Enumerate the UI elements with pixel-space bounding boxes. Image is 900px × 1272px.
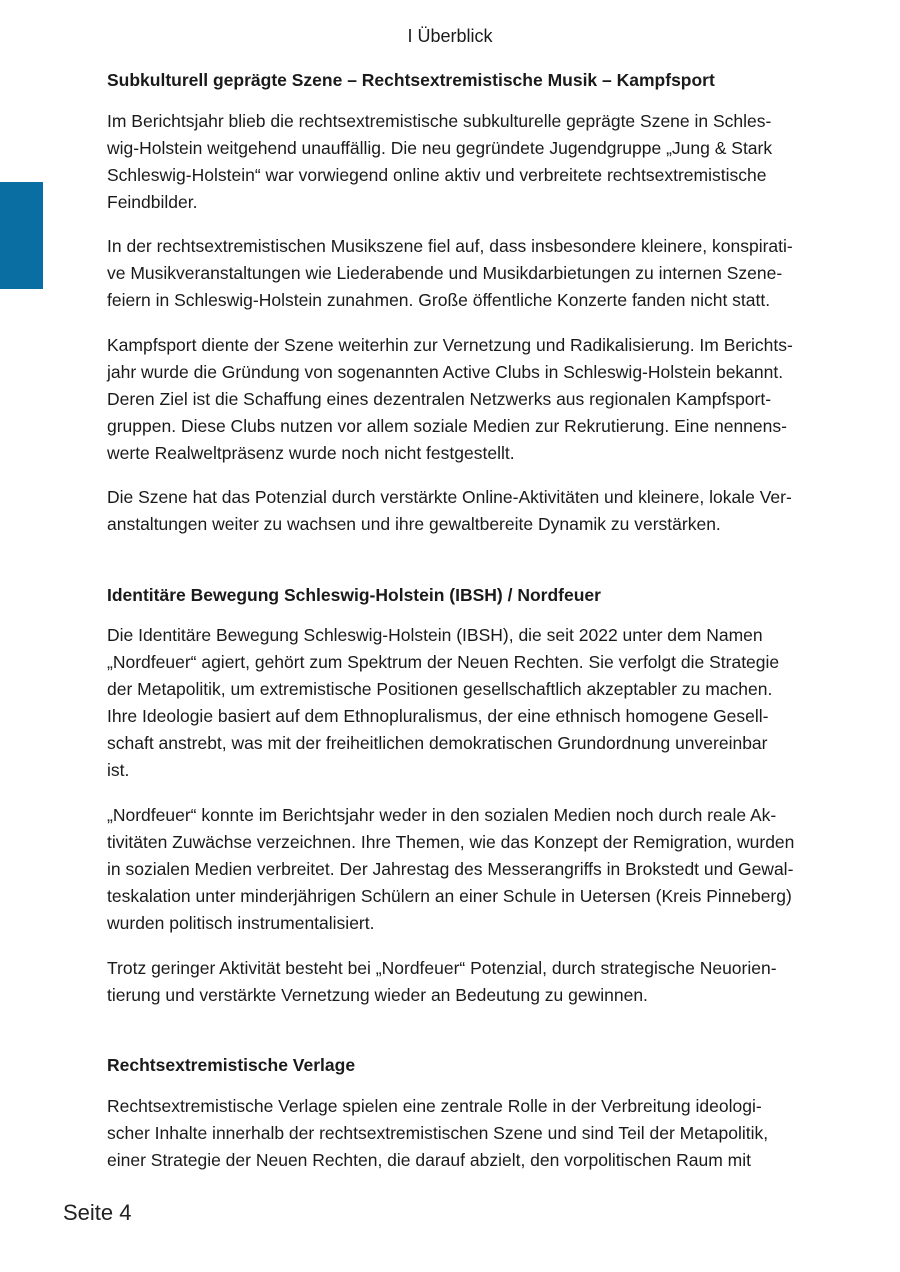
text-line: Deren Ziel ist die Schaffung eines dezentralen Netzwerks aus regionalen Kampfsport-: [107, 389, 772, 409]
text-line: der Metapolitik, um extremistische Positionen gesellschaftlich akzeptabler zu machen.: [107, 679, 773, 699]
text-line: feiern in Schleswig-Holstein zunahmen. Große öffentliche Konzerte fanden nicht statt.: [107, 290, 771, 310]
text-line: schaft anstrebt, was mit der freiheitlichen demokratischen Grundordnung unvereinbar: [107, 733, 768, 753]
text-line: Ihre Ideologie basiert auf dem Ethnopluralismus, der eine ethnisch homogene Gesell-: [107, 706, 769, 726]
text-line: gruppen. Diese Clubs nutzen vor allem soziale Medien zur Rekrutierung. Eine nennens-: [107, 416, 787, 436]
text-line: anstaltungen weiter zu wachsen und ihre gewaltbereite Dynamik zu verstärken.: [107, 514, 721, 534]
paragraph: [107, 484, 835, 538]
text-line: werte Realweltpräsenz wurde noch nicht festgestellt.: [107, 443, 515, 463]
page-number: Seite 4: [63, 1200, 132, 1225]
text-line: tierung und verstärkte Vernetzung wieder an Bedeutung zu gewinnen.: [107, 985, 648, 1005]
text-line: „Nordfeuer“ konnte im Berichtsjahr weder in den sozialen Medien noch durch reale Ak-: [107, 805, 777, 825]
paragraph: [107, 332, 835, 467]
paragraph: [107, 955, 835, 1009]
section-heading-verlage: Rechtsextremistische Verlage: [107, 1055, 356, 1075]
paragraph: [107, 622, 835, 784]
text-line: ve Musikveranstaltungen wie Liederabende und Musikdarbietungen zu internen Szene-: [107, 263, 783, 283]
text-line: teskalation unter minderjährigen Schülern an einer Schule in Uetersen (Kreis Pinneberg): [107, 886, 792, 906]
text-line: Die Szene hat das Potenzial durch verstärkte Online-Aktivitäten und kleinere, lokale Ver-: [107, 487, 792, 507]
text-line: Schleswig-Holstein“ war vorwiegend online aktiv und verbreitete rechtsextremistische: [107, 165, 767, 185]
paragraph: [107, 233, 835, 314]
text-line: ist.: [107, 760, 130, 780]
paragraph: [107, 108, 835, 216]
text-line: Feindbilder.: [107, 192, 198, 212]
text-line: scher Inhalte innerhalb der rechtsextremistischen Szene und sind Teil der Metapolitik,: [107, 1123, 769, 1143]
text-line: jahr wurde die Gründung von sogenannten Active Clubs in Schleswig-Holstein bekannt.: [107, 362, 784, 382]
text-line: Kampfsport diente der Szene weiterhin zur Vernetzung und Radikalisierung. Im Berichts-: [107, 335, 793, 355]
section-heading-subkultur: Subkulturell geprägte Szene – Rechtsextremistische Musik – Kampfsport: [107, 70, 715, 90]
text-line: Trotz geringer Aktivität besteht bei „Nordfeuer“ Potenzial, durch strategische Neuorien-: [107, 958, 777, 978]
chapter-marker-tab: [0, 182, 43, 289]
text-line: in sozialen Medien verbreitet. Der Jahrestag des Messerangriffs in Brokstedt und Gewal-: [107, 859, 794, 879]
section-heading-ibsh: Identitäre Bewegung Schleswig-Holstein (IBSH) / Nordfeuer: [107, 585, 601, 605]
text-line: tivitäten Zuwächse verzeichnen. Ihre Themen, wie das Konzept der Remigration, wurden: [107, 832, 795, 852]
text-line: wurden politisch instrumentalisiert.: [107, 913, 375, 933]
text-line: Rechtsextremistische Verlage spielen eine zentrale Rolle in der Verbreitung ideologi-: [107, 1096, 762, 1116]
text-line: wig-Holstein weitgehend unauffällig. Die neu gegründete Jugendgruppe „Jung & Stark: [107, 138, 773, 158]
text-line: „Nordfeuer“ agiert, gehört zum Spektrum der Neuen Rechten. Sie verfolgt die Strategie: [107, 652, 780, 672]
paragraph: [107, 802, 835, 937]
text-line: einer Strategie der Neuen Rechten, die darauf abzielt, den vorpolitischen Raum mit: [107, 1150, 751, 1170]
text-line: Die Identitäre Bewegung Schleswig-Holstein (IBSH), die seit 2022 unter dem Namen: [107, 625, 763, 645]
text-line: Im Berichtsjahr blieb die rechtsextremistische subkulturelle geprägte Szene in Schles-: [107, 111, 772, 131]
text-line: In der rechtsextremistischen Musikszene fiel auf, dass insbesondere kleinere, konspirati-: [107, 236, 793, 256]
running-header: I Überblick: [407, 26, 493, 46]
paragraph: [107, 1093, 835, 1174]
